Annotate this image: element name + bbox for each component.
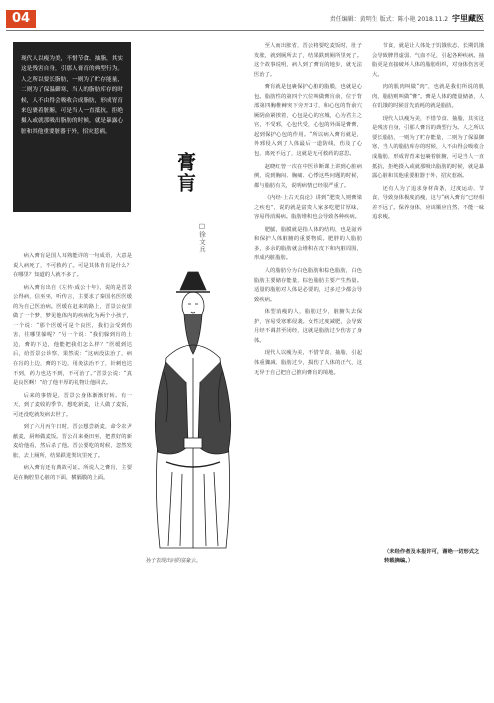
paragraph: 到了六月丙午日时，晋公想尝新麦，命令农尹献麦，厨师做麦饭。晋公召来桑田巫，把煮好的新麦给他看，然后杀了他。晋公要吃的时候，忽然发胀，去上厕所，结果跌进粪坑里死了。	[13, 424, 132, 459]
intro-summary-box: 现代人以瘦为美，不惜节食、抽脂，其实这是残害自身，引那人膏育的典型行为。人之所以要长脂肪，一则为了贮存能量，二则为了保温御寒，当人的脂肪库存的时候，人不由得会吸收合成脂肪，形成胃育来包裹着脏腑，可是当人一直抵抗，拒绝摄入或就那吸出脂肪的时候，就是暴露心脏和其他重要脏器于外，招灾惹祸。	[13, 42, 131, 212]
paragraph: 体型消瘦的人，脂肪过少，脏腑失去保护，容易受寒邪侵袭。女性过度减肥，会导致月经不调甚至闭经，这就是脂肪过少伤害了身体。	[254, 309, 362, 344]
paragraph: 节食，就是让人体处于饥饿状态，长期饥饿会导致脾胃虚弱、气血不足，引起各种疾病。抽脂更是直接破坏人体的脂肪组织，对身体伤害更大。	[372, 43, 484, 78]
paragraph: 病入膏肓出自《左传·成公十年》，说的是晋景公得病，信巫巫，听传言，主要求了秦国名医医缓的为自己医治病。医缓在赶来的路上，晋景公夜里做了一个梦，梦见他体内的疾病化为两个小孩子，一个说：“那个医缓可是个良医，我们会受到伤害，往哪里躲呢？”另一个说：“我们躲到肓的上边，膏的下边，他能把我们怎么样？”医缓到达后，给晋景公诊察，果然说：“这病没法治了，病在肓的上边，膏的下边，用灸法治不了，针刺也达不到，药力也达不到，不可治了。”晋景公说：“真是良医啊！”给了他丰厚的礼物让他回去。	[13, 284, 132, 387]
article-title: 膏肓	[174, 152, 196, 194]
paragraph: 还有人为了追求身材苗条，过度运动、节食，导致身体极度消瘦，这与“病入膏肓”已经相差不远了。保养身体，应该顺应自然，不能一味追求瘦。	[372, 185, 484, 221]
article-column-1	[13, 252, 132, 694]
article-column-2	[254, 42, 362, 694]
paragraph: 膏肓就是包裹保护心脏的脂膜，也就是心包。脂肪性的第四个穴位叫做膏肓俞，位于背部第四胸椎棘突下旁开3寸，和心包的背俞穴厥阴俞紧挨着，心包是心的宫城，心为君主之官，不受邪，心包代受，心包的外面是膏膏，起到保护心包的作用。“所以病入膏肓就是，外邪侵入到了人体最后一道防线，伤及了心包，离死不远了，这就是无可救药的意思。	[254, 84, 362, 158]
paragraph: 肉的肌肉叫做“肉”，也就是我们所说的肌肉，脂肪则叫做“膏”。膏是人体的能量储备，人在饥饿的时候首先消耗的就是脂肪。	[372, 84, 484, 110]
paragraph: 至人而出胀省，晋公将要吃麦饭时，肚子发胀，就到厕所去了，结果跌到厕所里死了。这个故事说明，病人到了膏肓的地步，就无法医治了。	[254, 43, 362, 78]
paragraph: 人的脂肪分为白色脂肪和棕色脂肪，白色脂肪主要储存能量，棕色脂肪主要产生热量。适量的脂肪对人体是必要的，过多过少都会导致疾病。	[254, 268, 362, 303]
page-header	[0, 0, 494, 34]
paragraph: 肥腻，脂膜就是指人体的结构，也是滋养和保护人体脏腑的重要物质。肥胖的人脂肪多，多余的脂肪就会堆积在皮下和内脏周围，形成内脏脂肪。	[254, 226, 362, 262]
header-meta	[330, 13, 484, 24]
paragraph: 现代人以瘦为美，不惜节食、抽脂，引起体重骤减、脂肪过少，损伤了人体的正气，这无异于自己把自己推向膏肓的境地。	[254, 350, 362, 376]
figure-caption: 孙子表现出问的富豪云。	[146, 558, 202, 564]
paragraph: 病入膏肓是国人耳熟能详的一句成语，大意是说人病死了，不可救药了。可是其体肯肓是什么？在哪里？知道的人就不多了。	[13, 253, 132, 279]
portrait-illustration	[136, 262, 248, 556]
copyright-note: （未经作者及本报许可，谢绝一切形式之转载摘编。）	[384, 549, 480, 564]
editor-credits: 责任编辑：黄明生 版式：陈小艳 2018.11.2	[329, 16, 449, 23]
paragraph: 现代人以瘦为美，不惜节食、抽脂，其实这是残害自身，引那人膏肓的典型行为。人之所以要长脂肪，一则为了贮存能量，二则为了保温御寒，当人的脂肪库存的时候，人不由得会吸收合成脂肪，形成胃育来包裹着脏腑，可是当人一直抵抗，拒绝摄入或就那吸出脂肪的时候，就是暴露心脏和其他重要脏器于外，招灾惹祸。	[372, 115, 484, 180]
paragraph: 后来的事情是，晋景公身体渐渐好转。有一天，到了麦收的季节，想吃新麦，让人做了麦饭，可还没吃就发病去世了。	[13, 392, 132, 418]
scholar-figure-drawing	[136, 262, 248, 556]
paragraph: 赵晓红曾一次在中医诊断课上讲到心脏病例，说到胸闷、胸痛、心悸这些问题的时候，都与脂肪有关，说明病情已经很严重了。	[254, 163, 362, 189]
header-divider	[6, 30, 484, 31]
paragraph: 病入膏肓还有典故可证。所说人之膏肓，主要是在胸腔里心脏的下面，横膈膜的上面。	[13, 465, 132, 482]
page-number: 04	[6, 10, 36, 28]
article-author: □徐文兵	[198, 222, 206, 254]
title-area	[138, 42, 242, 272]
paragraph: 《内经·上古天真论》讲到“肥贵人则膏梁之疾也”，说的就是富贵人家多吃肥甘厚味，容易得消渴病。脂肪堆积也会导致各种疾病。	[254, 195, 362, 221]
column-brand: 宇里藏医	[452, 14, 484, 23]
article-column-3	[372, 42, 484, 532]
